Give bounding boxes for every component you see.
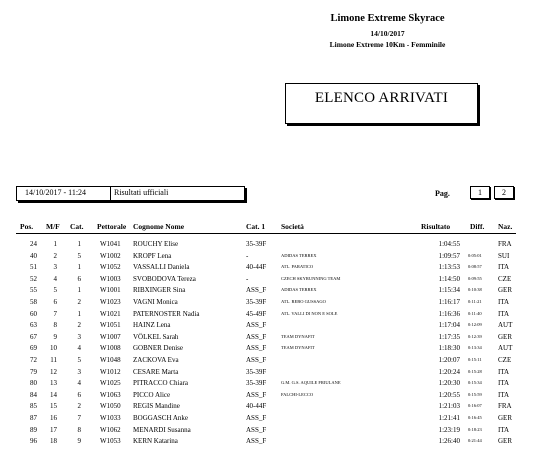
cell-nat: AUT [498, 344, 513, 353]
table-row [0, 238, 534, 250]
cell-name: VÖLKEL Sarah [133, 332, 179, 341]
table-row [0, 389, 534, 401]
cell-diff: 0:09:55 [468, 275, 482, 281]
info-bar [16, 186, 245, 201]
cell-nat: CZE [498, 356, 512, 364]
cell-bib: W1003 [100, 274, 121, 283]
cell-cat: 6 [77, 274, 81, 283]
cell-nat: ITA [498, 425, 510, 434]
cell-pos: 51 [30, 263, 37, 272]
print-datetime: 14/10/2017 - 11:24 [25, 188, 87, 197]
table-row [0, 296, 534, 308]
cell-cat1: ASS_F [246, 321, 267, 330]
cell-diff: 0:12:39 [468, 333, 482, 339]
cell-club: ADIDAS TERREX [281, 287, 317, 293]
cell-bib: W1051 [100, 321, 121, 330]
cell-cat1: ASS_F [246, 344, 267, 353]
col-name: Cognome Nome [133, 222, 185, 231]
cell-nat: ITA [498, 309, 510, 318]
cell-mf: 10 [50, 344, 57, 353]
cell-name: MENARDI Susanna [133, 425, 191, 434]
title-box-label: ELENCO ARRIVATI [314, 90, 449, 106]
cell-nat: SUI [498, 251, 510, 260]
col-result: Risultato [421, 222, 451, 231]
cell-name: GOBNER Denise [133, 344, 183, 353]
table-row [0, 284, 534, 296]
table-row [0, 342, 534, 354]
cell-mf: 4 [53, 274, 57, 283]
cell-club: CZECH SKYRUNNING TEAM [281, 275, 341, 281]
cell-pos: 24 [30, 240, 37, 248]
cell-club: G.M. G.S. AQUILE FRIULANE [281, 380, 341, 386]
pagination-label: Pag. [435, 189, 450, 198]
cell-cat: 3 [77, 367, 81, 376]
cell-cat1: ASS_F [246, 414, 267, 422]
cell-result: 1:17:04 [438, 321, 460, 330]
cell-bib: W1062 [100, 425, 121, 434]
cell-result: 1:16:36 [438, 309, 460, 318]
cell-cat: 1 [77, 263, 81, 272]
cell-cat1: ASS_F [246, 390, 267, 399]
cell-mf: 16 [50, 414, 57, 422]
col-cat1: Cat. 1 [246, 222, 266, 231]
cell-result: 1:20:55 [438, 390, 460, 399]
cell-name: ROUCHY Elise [133, 240, 179, 248]
cell-cat: 5 [77, 356, 81, 364]
cell-mf: 17 [50, 425, 57, 434]
cell-nat: FRA [498, 240, 512, 248]
cell-diff: 0:05:01 [468, 252, 482, 258]
cell-mf: 12 [50, 367, 57, 376]
cell-nat: ITA [498, 379, 510, 388]
page-total: 2 [502, 188, 506, 197]
cell-mf: 9 [53, 332, 57, 341]
header-divider [16, 233, 516, 234]
table-row [0, 250, 534, 262]
cell-bib: W1033 [100, 414, 121, 422]
cell-club: ATL. VALLI DI NON E SOLE [281, 310, 338, 316]
table-row [0, 354, 534, 366]
col-bib: Pettorale [97, 222, 127, 231]
cell-mf: 14 [50, 390, 57, 399]
cell-club: TEAM DYNAFIT [281, 345, 315, 351]
cell-name: CESARE Marta [133, 367, 179, 376]
cell-name: KROPF Lena [133, 251, 172, 260]
cell-result: 1:18:30 [438, 344, 460, 353]
cell-name: PATERNOSTER Nadia [133, 309, 200, 318]
table-row [0, 400, 534, 412]
cell-diff: 0:11:40 [468, 310, 482, 316]
title-box [285, 83, 478, 124]
cell-mf: 3 [53, 263, 57, 272]
cell-cat1: 40-44F [246, 263, 267, 272]
cell-nat: AUT [498, 321, 513, 330]
cell-diff: 0:18:23 [468, 426, 482, 432]
cell-cat1: ASS_F [246, 286, 267, 295]
cell-result: 1:26:40 [438, 437, 460, 446]
cell-cat: 8 [77, 425, 81, 434]
cell-cat1: 35-39F [246, 298, 267, 306]
cell-pos: 80 [30, 379, 37, 388]
cell-nat: FRA [498, 402, 512, 411]
cell-pos: 40 [30, 251, 37, 260]
event-subtitle: Limone Extreme 10Km - Femminile [329, 40, 446, 49]
cell-pos: 69 [30, 344, 37, 353]
cell-diff: 0:15:11 [468, 357, 482, 362]
col-cat: Cat. [70, 222, 84, 231]
page-total-box[interactable] [494, 186, 514, 199]
cell-mf: 7 [53, 309, 57, 318]
cell-bib: W1053 [100, 437, 121, 446]
cell-diff: 0:08:57 [468, 264, 482, 270]
cell-mf: 13 [50, 379, 57, 388]
cell-pos: 58 [30, 298, 37, 306]
cell-nat: ITA [498, 298, 510, 306]
table-row [0, 308, 534, 320]
cell-pos: 60 [30, 309, 37, 318]
cell-cat1: - [246, 274, 249, 283]
table-row [0, 435, 534, 447]
cell-bib: W1023 [100, 298, 121, 306]
cell-cat: 7 [77, 414, 81, 422]
cell-diff: 0:15:59 [468, 391, 482, 397]
cell-result: 1:17:35 [438, 332, 460, 341]
cell-name: VAGNI Monica [133, 298, 178, 306]
cell-mf: 6 [53, 298, 57, 306]
cell-bib: W1007 [100, 332, 121, 341]
cell-diff: 0:15:28 [468, 368, 482, 374]
cell-diff: 0:15:34 [468, 380, 482, 386]
cell-result: 1:09:57 [438, 251, 460, 260]
cell-result: 1:21:03 [438, 402, 460, 411]
cell-cat: 6 [77, 390, 81, 399]
cell-cat: 5 [77, 251, 81, 260]
results-status: Risultati ufficiali [114, 188, 169, 197]
cell-cat1: 40-44F [246, 402, 267, 411]
cell-bib: W1001 [100, 286, 121, 295]
cell-club: FALCHI-LECCO [281, 391, 314, 397]
table-row [0, 424, 534, 436]
cell-bib: W1041 [100, 240, 121, 248]
cell-nat: ITA [498, 263, 510, 272]
cell-mf: 2 [53, 251, 57, 260]
cell-pos: 85 [30, 402, 37, 411]
event-date: 14/10/2017 [370, 29, 405, 38]
cell-mf: 1 [53, 240, 57, 248]
cell-pos: 72 [30, 356, 37, 364]
cell-result: 1:16:17 [438, 298, 460, 306]
cell-bib: W1063 [100, 390, 121, 399]
cell-cat1: 35-39F [246, 367, 267, 376]
cell-cat: 2 [77, 402, 81, 411]
table-row [0, 261, 534, 273]
cell-cat: 9 [77, 437, 81, 446]
cell-bib: W1052 [100, 263, 121, 272]
table-row [0, 377, 534, 389]
cell-pos: 89 [30, 425, 37, 434]
cell-nat: CZE [498, 274, 512, 283]
cell-cat1: 45-49F [246, 309, 267, 318]
cell-name: ZACKOVA Eva [133, 356, 179, 364]
cell-pos: 79 [30, 367, 37, 376]
cell-pos: 87 [30, 414, 37, 422]
col-club: Società [281, 222, 304, 231]
cell-mf: 8 [53, 321, 57, 330]
cell-cat: 1 [77, 309, 81, 318]
cell-cat1: ASS_F [246, 332, 267, 341]
cell-bib: W1050 [100, 402, 121, 411]
cell-nat: GER [498, 437, 512, 446]
cell-cat1: ASS_F [246, 437, 267, 446]
cell-result: 1:20:30 [438, 379, 460, 388]
cell-club: ATL. REBO GUSSAGO [281, 299, 326, 304]
cell-name: PICCO Alice [133, 390, 171, 399]
cell-name: REGIS Mandine [133, 402, 180, 411]
cell-cat: 2 [77, 321, 81, 330]
cell-mf: 5 [53, 286, 57, 295]
cell-club: ADIDAS TERREX [281, 252, 317, 258]
cell-cat1: ASS_F [246, 425, 267, 434]
cell-mf: 18 [50, 437, 57, 446]
cell-pos: 67 [30, 332, 37, 341]
cell-bib: W1025 [100, 379, 121, 388]
cell-nat: ITA [498, 390, 510, 399]
cell-name: RIBXINGER Sina [133, 286, 186, 295]
table-row [0, 331, 534, 343]
cell-cat: 1 [77, 286, 81, 295]
table-row [0, 273, 534, 285]
cell-diff: 0:16:45 [468, 415, 482, 420]
cell-name: PITRACCO Chiara [133, 379, 189, 388]
cell-diff: 0:10:38 [468, 287, 482, 293]
cell-cat: 3 [77, 332, 81, 341]
cell-nat: GER [498, 332, 512, 341]
cell-name: KERN Katarina [133, 437, 178, 446]
cell-bib: W1021 [100, 309, 121, 318]
cell-name: HAINZ Lena [133, 321, 171, 330]
cell-diff: 0:16:07 [468, 403, 482, 409]
cell-cat: 2 [77, 298, 81, 306]
cell-diff: 0:12:09 [468, 322, 482, 328]
cell-result: 1:04:55 [438, 240, 460, 248]
col-mf: M/F [46, 222, 60, 231]
cell-result: 1:21:41 [438, 414, 460, 422]
cell-result: 1:15:34 [438, 286, 460, 295]
cell-diff: 0:13:34 [468, 345, 482, 351]
cell-result: 1:14:50 [438, 274, 460, 283]
cell-result: 1:20:07 [438, 356, 460, 364]
cell-pos: 52 [30, 274, 37, 283]
cell-name: BOGGASCH Anke [133, 414, 189, 422]
cell-diff: 0:11:21 [468, 299, 482, 304]
cell-result: 1:23:19 [438, 425, 460, 434]
cell-club: ATL. PARATICO [281, 264, 314, 270]
cell-result: 1:20:24 [438, 367, 460, 376]
cell-club: TEAM DYNAFIT [281, 333, 315, 339]
cell-mf: 11 [50, 356, 57, 364]
table-row [0, 366, 534, 378]
page-current-box[interactable] [470, 186, 490, 199]
page-current: 1 [478, 188, 482, 197]
cell-name: SVOBODOVA Tereza [133, 274, 196, 283]
cell-name: VASSALLI Daniela [133, 263, 190, 272]
col-nat: Naz. [498, 222, 513, 231]
cell-bib: W1048 [100, 356, 121, 364]
table-row [0, 412, 534, 424]
cell-pos: 55 [30, 286, 37, 295]
cell-nat: GER [498, 414, 512, 422]
cell-nat: GER [498, 286, 512, 295]
cell-cat: 4 [77, 379, 81, 388]
cell-mf: 15 [50, 402, 57, 411]
cell-pos: 96 [30, 437, 37, 446]
event-title: Limone Extreme Skyrace [330, 13, 445, 24]
cell-cat1: - [246, 251, 249, 260]
cell-cat: 4 [77, 344, 81, 353]
cell-bib: W1002 [100, 251, 121, 260]
info-bar-divider [110, 187, 111, 200]
cell-pos: 84 [30, 390, 37, 399]
cell-bib: W1008 [100, 344, 121, 353]
cell-pos: 63 [30, 321, 37, 330]
col-diff: Diff. [470, 222, 485, 231]
col-pos: Pos. [20, 222, 34, 231]
cell-cat: 1 [77, 240, 81, 248]
cell-diff: 0:21:44 [468, 438, 482, 444]
cell-result: 1:13:53 [438, 263, 460, 272]
cell-cat1: ASS_F [246, 356, 267, 364]
table-row [0, 319, 534, 331]
cell-bib: W1012 [100, 367, 121, 376]
cell-cat1: 35-39F [246, 240, 267, 248]
cell-cat1: 35-39F [246, 379, 267, 388]
cell-nat: ITA [498, 367, 510, 376]
